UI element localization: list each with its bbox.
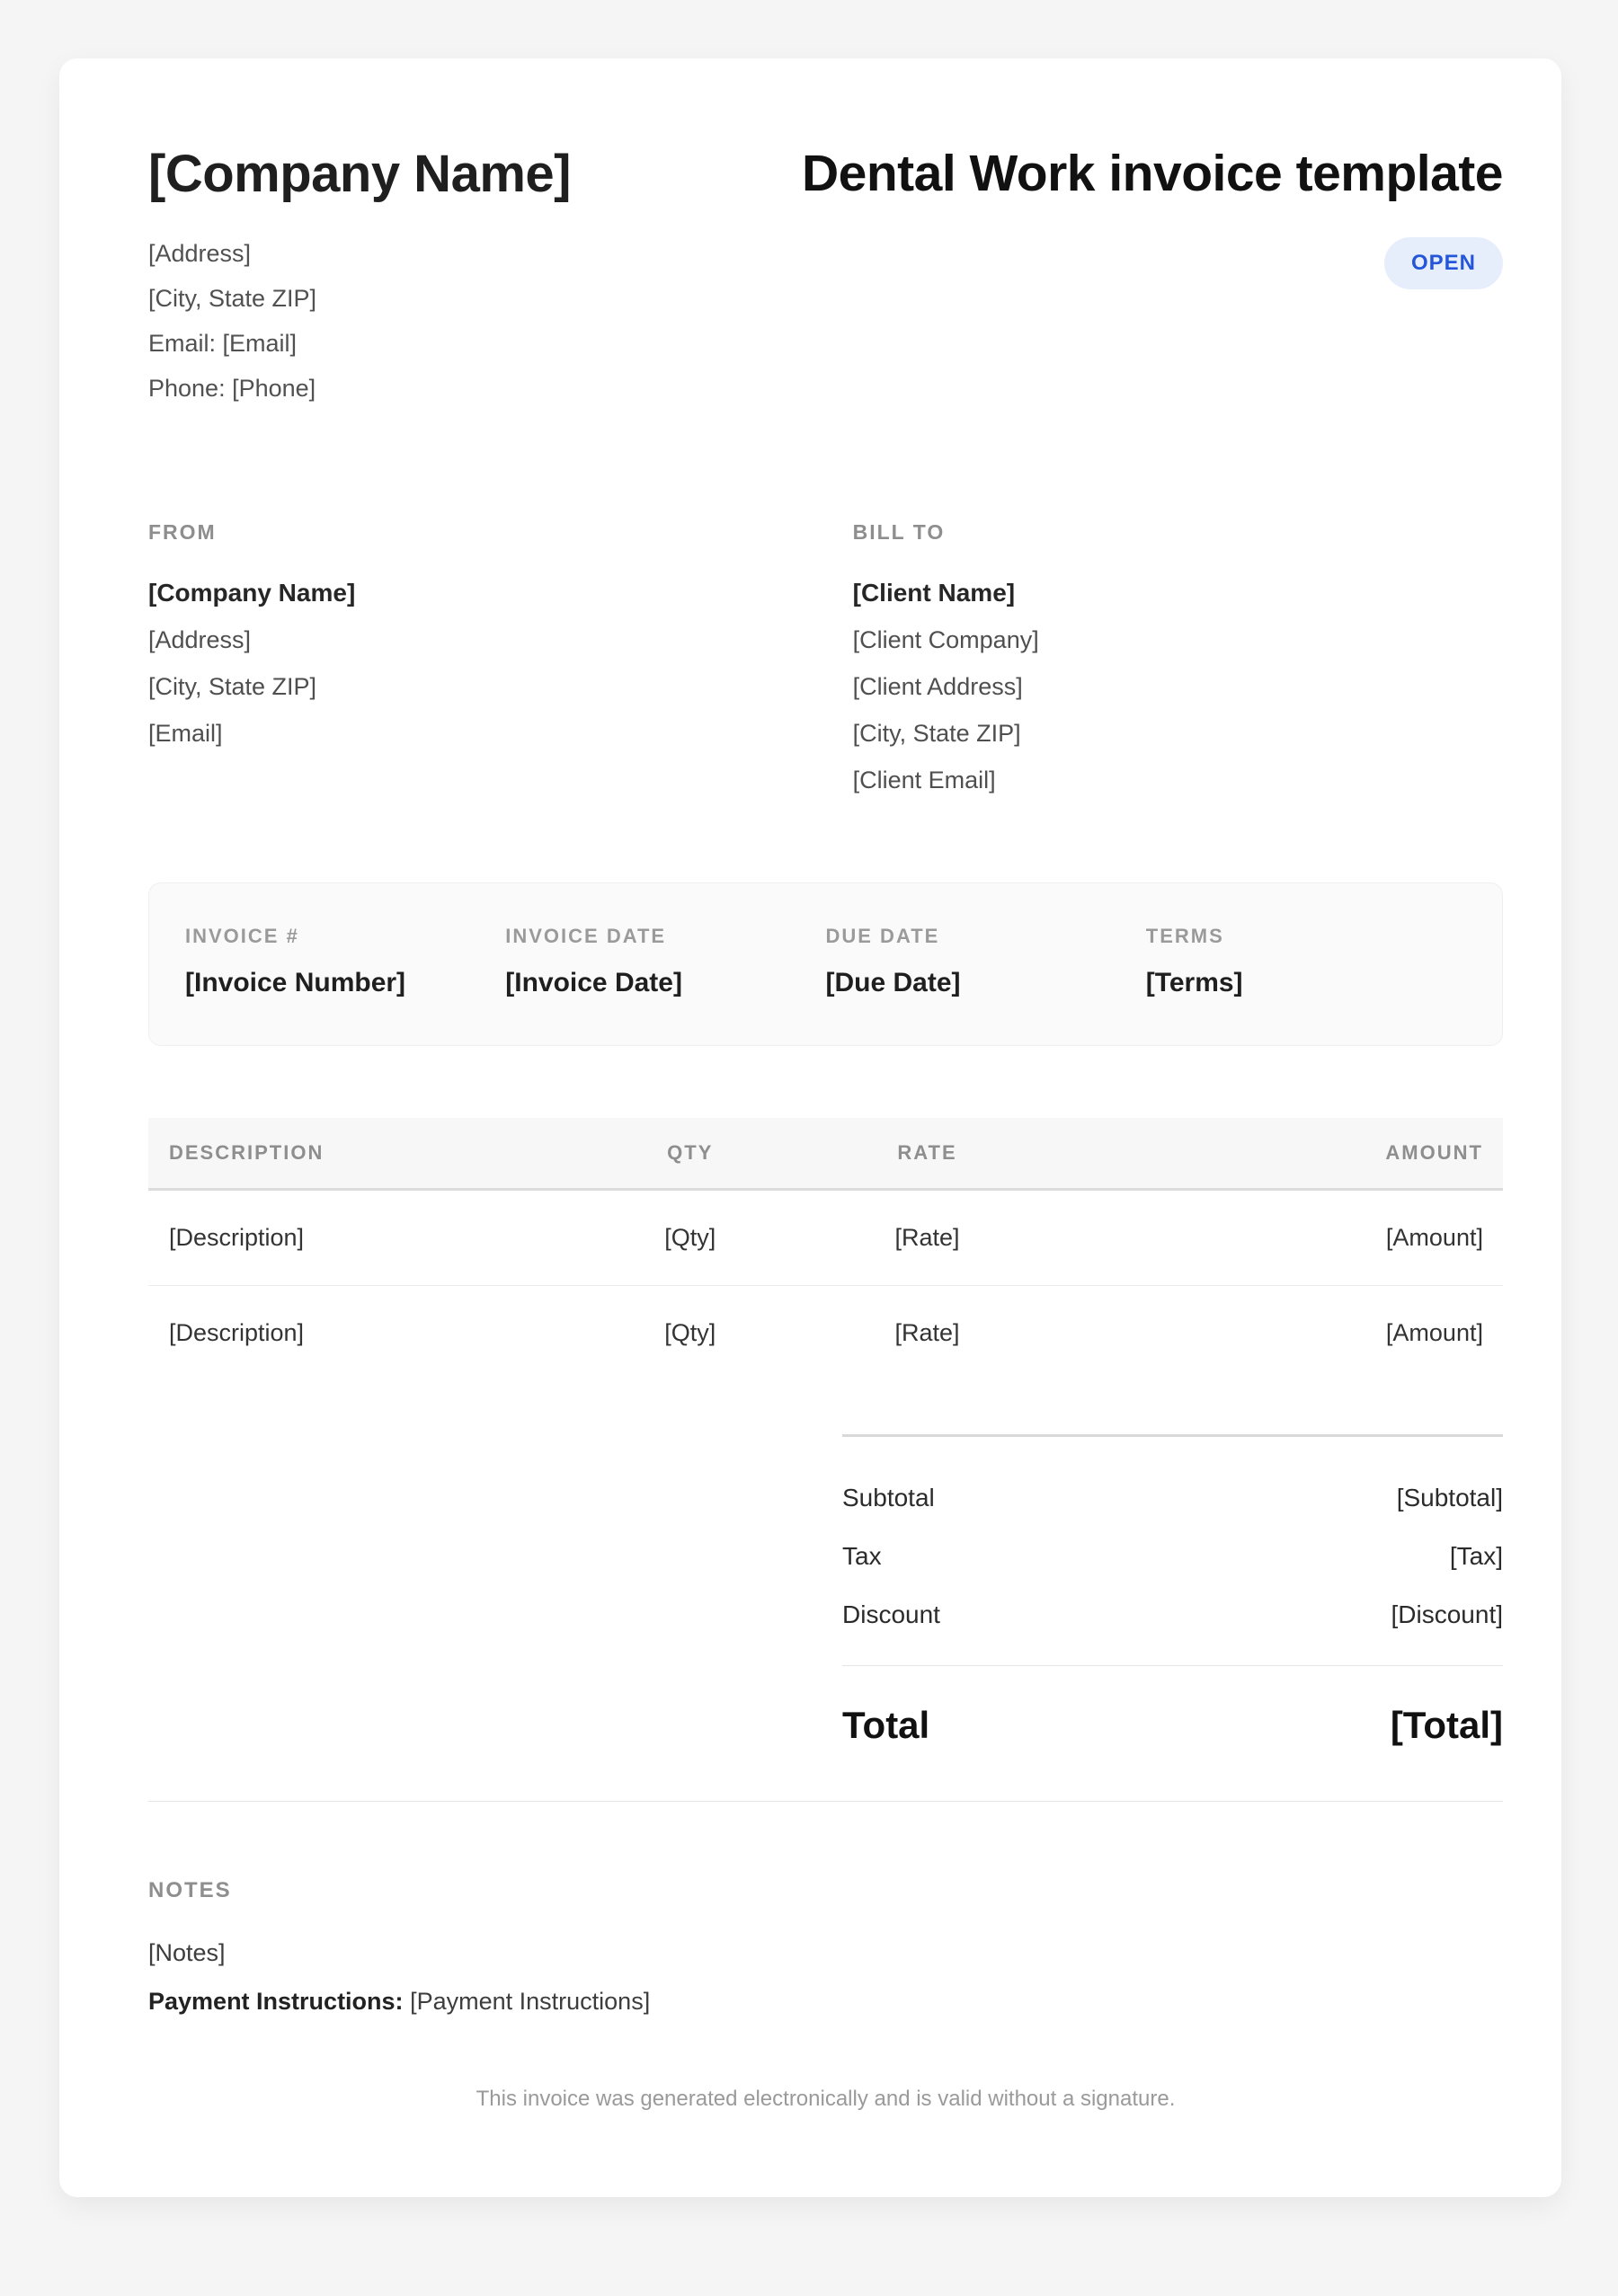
company-contact-block <box>148 231 571 411</box>
subtotal-label: Subtotal <box>842 1484 935 1511</box>
billto-address-line: [Client Address] <box>852 673 1023 700</box>
table-row <box>148 1286 1503 1380</box>
row-amount: [Amount] <box>1385 1319 1483 1346</box>
total-label: Total <box>842 1704 930 1746</box>
col-header-rate: RATE <box>897 1141 957 1164</box>
col-header-amount: AMOUNT <box>1385 1141 1483 1164</box>
discount-label: Discount <box>842 1600 940 1628</box>
from-email-line: [Email] <box>148 720 223 747</box>
meta-label-due-date: DUE DATE <box>825 925 940 947</box>
company-email-line: Email: [Email] <box>148 330 298 357</box>
meta-label-invoice-date: INVOICE DATE <box>505 925 667 947</box>
table-header-row <box>148 1118 1503 1191</box>
notes-section-divider <box>148 1801 1503 1802</box>
payment-instructions-line <box>148 1979 1503 2024</box>
billto-company-line: [Client Company] <box>852 626 1039 653</box>
col-header-qty: QTY <box>667 1141 714 1164</box>
subtotal-row <box>842 1484 1503 1512</box>
billto-heading: BILL TO <box>852 520 946 544</box>
row-qty: [Qty] <box>664 1319 716 1346</box>
row-amount: [Amount] <box>1385 1224 1483 1251</box>
notes-body: [Notes] <box>148 1939 226 1966</box>
payment-instructions-label: Payment Instructions: <box>148 1988 404 2015</box>
total-value: [Total] <box>1390 1704 1503 1746</box>
discount-value: [Discount] <box>1391 1600 1503 1628</box>
tax-value: [Tax] <box>1449 1542 1503 1570</box>
billto-client-name: [Client Name] <box>852 579 1016 607</box>
from-block <box>148 520 853 803</box>
payment-instructions-value: [Payment Instructions] <box>410 1988 651 2015</box>
meta-value-invoice-number: [Invoice Number] <box>185 968 406 997</box>
from-city-line: [City, State ZIP] <box>148 673 317 700</box>
page-title: Dental Work invoice template <box>802 145 1503 202</box>
billto-block <box>853 520 1503 803</box>
line-items-table <box>148 1118 1503 1380</box>
totals-divider <box>842 1665 1503 1666</box>
parties-section <box>148 520 1503 803</box>
row-description: [Description] <box>169 1319 305 1346</box>
row-qty: [Qty] <box>664 1224 716 1251</box>
invoice-meta-box <box>148 882 1503 1046</box>
meta-field-due-date <box>826 925 1146 998</box>
meta-label-terms: TERMS <box>1145 925 1224 947</box>
status-badge[interactable]: OPEN <box>1384 237 1503 289</box>
from-company-name: [Company Name] <box>148 579 356 607</box>
title-block <box>802 144 1503 289</box>
table-row <box>148 1191 1503 1286</box>
tax-row <box>842 1542 1503 1571</box>
from-address-line: [Address] <box>148 626 252 653</box>
meta-field-invoice-number <box>185 925 505 998</box>
meta-value-due-date: [Due Date] <box>825 968 961 997</box>
row-description: [Description] <box>169 1224 305 1251</box>
footer-disclaimer: This invoice was generated electronically and is valid without a signature. <box>476 2087 1176 2111</box>
notes-heading: NOTES <box>148 1878 232 1902</box>
col-header-description: DESCRIPTION <box>169 1141 324 1164</box>
meta-field-invoice-date <box>505 925 825 998</box>
company-block <box>148 144 571 411</box>
discount-row <box>842 1600 1503 1629</box>
invoice-header <box>148 144 1503 411</box>
total-row <box>842 1704 1503 1747</box>
company-phone-line: Phone: [Phone] <box>148 375 316 402</box>
billto-city-line: [City, State ZIP] <box>852 720 1021 747</box>
notes-section <box>148 1878 1503 2024</box>
company-name: [Company Name] <box>148 145 571 203</box>
row-rate: [Rate] <box>894 1224 960 1251</box>
tax-label: Tax <box>842 1542 882 1570</box>
company-address-line: [Address] <box>148 240 252 267</box>
row-rate: [Rate] <box>894 1319 960 1346</box>
meta-value-terms: [Terms] <box>1145 968 1243 997</box>
billto-email-line: [Client Email] <box>852 767 996 793</box>
meta-label-invoice-number: INVOICE # <box>185 925 299 947</box>
meta-field-terms <box>1146 925 1466 998</box>
meta-value-invoice-date: [Invoice Date] <box>505 968 682 997</box>
totals-block <box>842 1434 1503 1747</box>
from-heading: FROM <box>148 520 217 544</box>
invoice-card <box>59 58 1561 2197</box>
company-city-line: [City, State ZIP] <box>148 285 317 312</box>
subtotal-value: [Subtotal] <box>1396 1484 1503 1511</box>
